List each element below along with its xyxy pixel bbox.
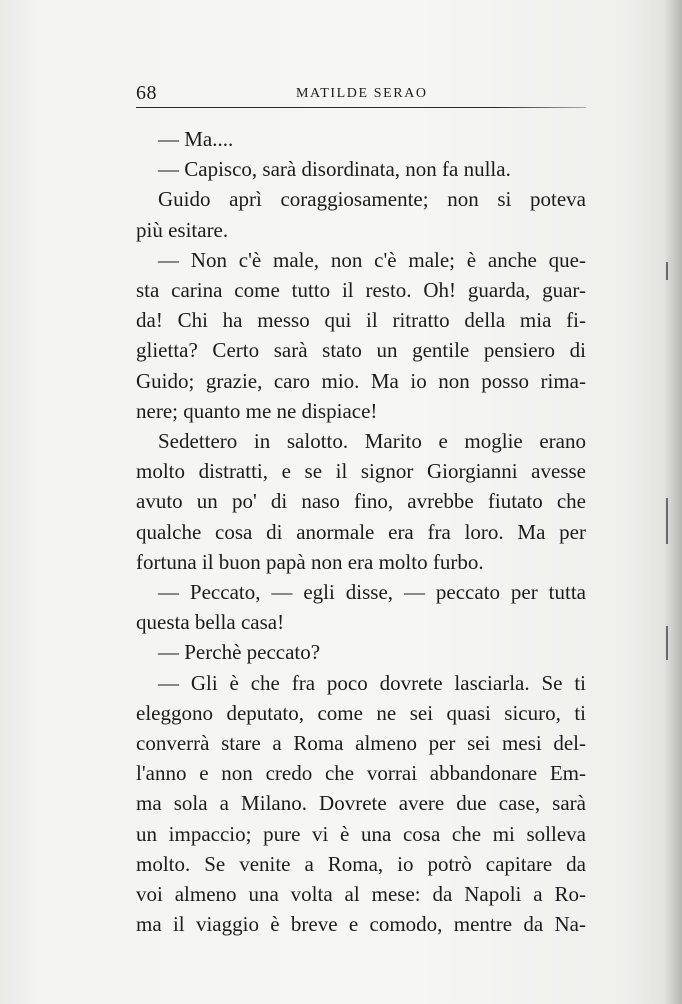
text-line: ma sola a Milano. Dovrete avere due case, sarà — [136, 791, 586, 816]
binding-thread-mark — [666, 498, 668, 544]
page-number: 68 — [136, 82, 157, 104]
text-line: più esitare. — [136, 217, 229, 242]
text-line: da! Chi ha messo qui il ritratto della mia fi- — [136, 308, 586, 333]
text-line: avuto un po' di naso fino, avrebbe fiutato che — [136, 489, 586, 514]
text-line: molto distratti, e se il signor Giorgianni avesse — [136, 459, 586, 484]
text-line: nere; quanto me ne dispiace! — [136, 398, 378, 423]
text-line: un impaccio; pure vi è una cosa che mi solleva — [136, 821, 586, 846]
text-line: — Gli è che fra poco dovrete lasciarla. Se ti — [158, 670, 586, 695]
text-line: converrà stare a Roma almeno per sei mesi del- — [136, 731, 586, 756]
text-line: — Ma.... — [158, 127, 234, 151]
text-line: ma il viaggio è breve e comodo, mentre da Na- — [136, 912, 586, 937]
binding-thread-mark — [666, 262, 668, 280]
text-line: fortuna il buon papà non era molto furbo. — [136, 549, 484, 574]
header-rule — [136, 107, 586, 108]
text-line: Sedettero in salotto. Marito e moglie erano — [158, 429, 586, 454]
text-line: — Non c'è male, non c'è male; è anche que- — [158, 247, 586, 272]
text-line: molto. Se venite a Roma, io potrò capitare da — [136, 851, 586, 876]
text-line: Guido aprì coraggiosamente; non si poteva — [158, 187, 586, 212]
body-text — [136, 124, 586, 939]
text-line: — Perchè peccato? — [158, 640, 321, 665]
text-line: Guido; grazie, caro mio. Ma io non posso rima- — [136, 368, 586, 393]
text-line: sta carina come tutto il resto. Oh! guarda, guar- — [136, 278, 586, 303]
running-title: MATILDE SERAO — [296, 86, 428, 101]
text-line: — Peccato, — egli disse, — peccato per tutta — [158, 580, 586, 605]
text-line: glietta? Certo sarà stato un gentile pensiero di — [136, 338, 586, 363]
running-header — [136, 80, 586, 106]
text-line: qualche cosa di anormale era fra loro. Ma per — [136, 519, 586, 544]
text-line: — Capisco, sarà disordinata, non fa nulla. — [158, 157, 511, 182]
text-line: questa bella casa! — [136, 610, 285, 635]
text-line: eleggono deputato, come ne sei quasi sicuro, ti — [136, 700, 586, 725]
text-line: l'anno e non credo che vorrai abbandonare Em- — [136, 761, 586, 786]
text-line: voi almeno una volta al mese: da Napoli a Ro- — [136, 882, 586, 907]
binding-thread-mark — [666, 626, 668, 660]
